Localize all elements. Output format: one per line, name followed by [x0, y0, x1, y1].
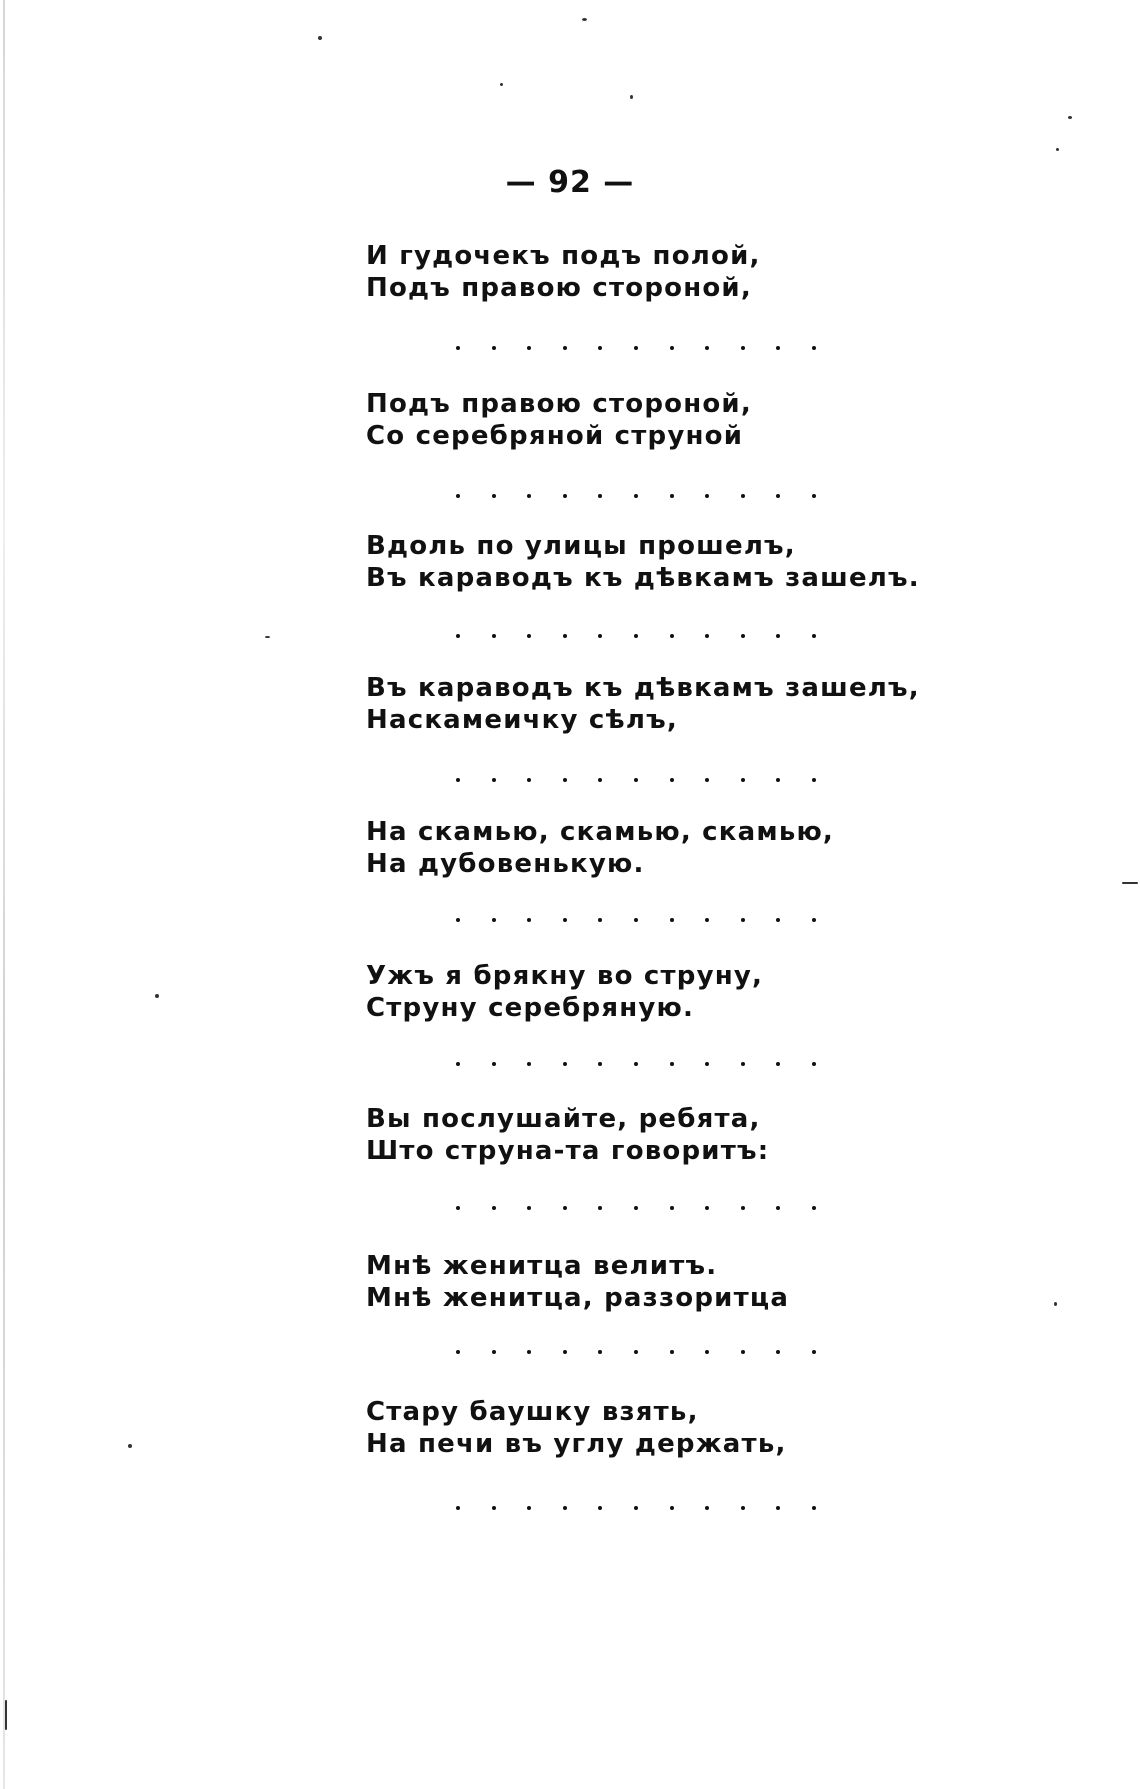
ellipsis-row — [456, 1206, 816, 1210]
dust-speck — [500, 83, 503, 86]
dust-speck — [582, 18, 587, 21]
verse-line: Подъ правою стороной, — [366, 273, 752, 303]
verse-line: Стару баушку взять, — [366, 1397, 699, 1427]
verse-line: Въ караводъ къ дѣвкамъ зашелъ. — [366, 563, 920, 593]
dust-speck — [155, 994, 159, 998]
verse-line: Ужъ я брякну во струну, — [366, 961, 764, 991]
dust-speck — [5, 1700, 7, 1730]
stanza-2 — [366, 388, 752, 452]
dust-speck — [318, 36, 322, 40]
ellipsis-row — [456, 918, 816, 922]
verse-line: Струну серебряную. — [366, 993, 695, 1023]
page-edge-shadow — [3, 0, 5, 1789]
dust-speck — [1122, 882, 1138, 884]
dust-speck — [1054, 1302, 1057, 1306]
verse-line: Мнѣ женитца велитъ. — [366, 1251, 718, 1281]
verse-line: Вы послушайте, ребята, — [366, 1104, 761, 1134]
stanza-4 — [366, 672, 920, 736]
verse-line: Въ караводъ къ дѣвкамъ зашелъ, — [366, 673, 920, 703]
ellipsis-row — [456, 346, 816, 350]
ellipsis-row — [456, 634, 816, 638]
ellipsis-row — [456, 494, 816, 498]
stanza-7 — [366, 1103, 769, 1167]
verse-line: Со серебряной струной — [366, 421, 744, 451]
dust-speck — [1056, 148, 1059, 151]
dust-speck — [1068, 116, 1072, 119]
stanza-3 — [366, 530, 920, 594]
verse-line: Вдоль по улицы прошелъ, — [366, 531, 796, 561]
dust-speck — [630, 95, 633, 99]
stanza-6 — [366, 960, 763, 1024]
verse-line: Подъ правою стороной, — [366, 389, 752, 419]
stanza-8 — [366, 1250, 789, 1314]
verse-line: Мнѣ женитца, раззоритца — [366, 1283, 790, 1313]
verse-line: На дубовенькую. — [366, 849, 645, 879]
verse-line: Што струна-та говоритъ: — [366, 1136, 770, 1166]
verse-line: Наскамеичку сѣлъ, — [366, 705, 678, 735]
ellipsis-row — [456, 1062, 816, 1066]
verse-line: На печи въ углу держать, — [366, 1429, 787, 1459]
ellipsis-row — [456, 778, 816, 782]
page-number: — 92 — — [505, 165, 635, 200]
verse-line: И гудочекъ подъ полой, — [366, 241, 761, 271]
dust-speck — [128, 1444, 132, 1448]
dust-speck — [265, 636, 270, 638]
ellipsis-row — [456, 1350, 816, 1354]
verse-line: На скамью, скамью, скамью, — [366, 817, 835, 847]
stanza-5 — [366, 816, 834, 880]
ellipsis-row — [456, 1506, 816, 1510]
stanza-9 — [366, 1396, 787, 1460]
stanza-1 — [366, 240, 761, 304]
